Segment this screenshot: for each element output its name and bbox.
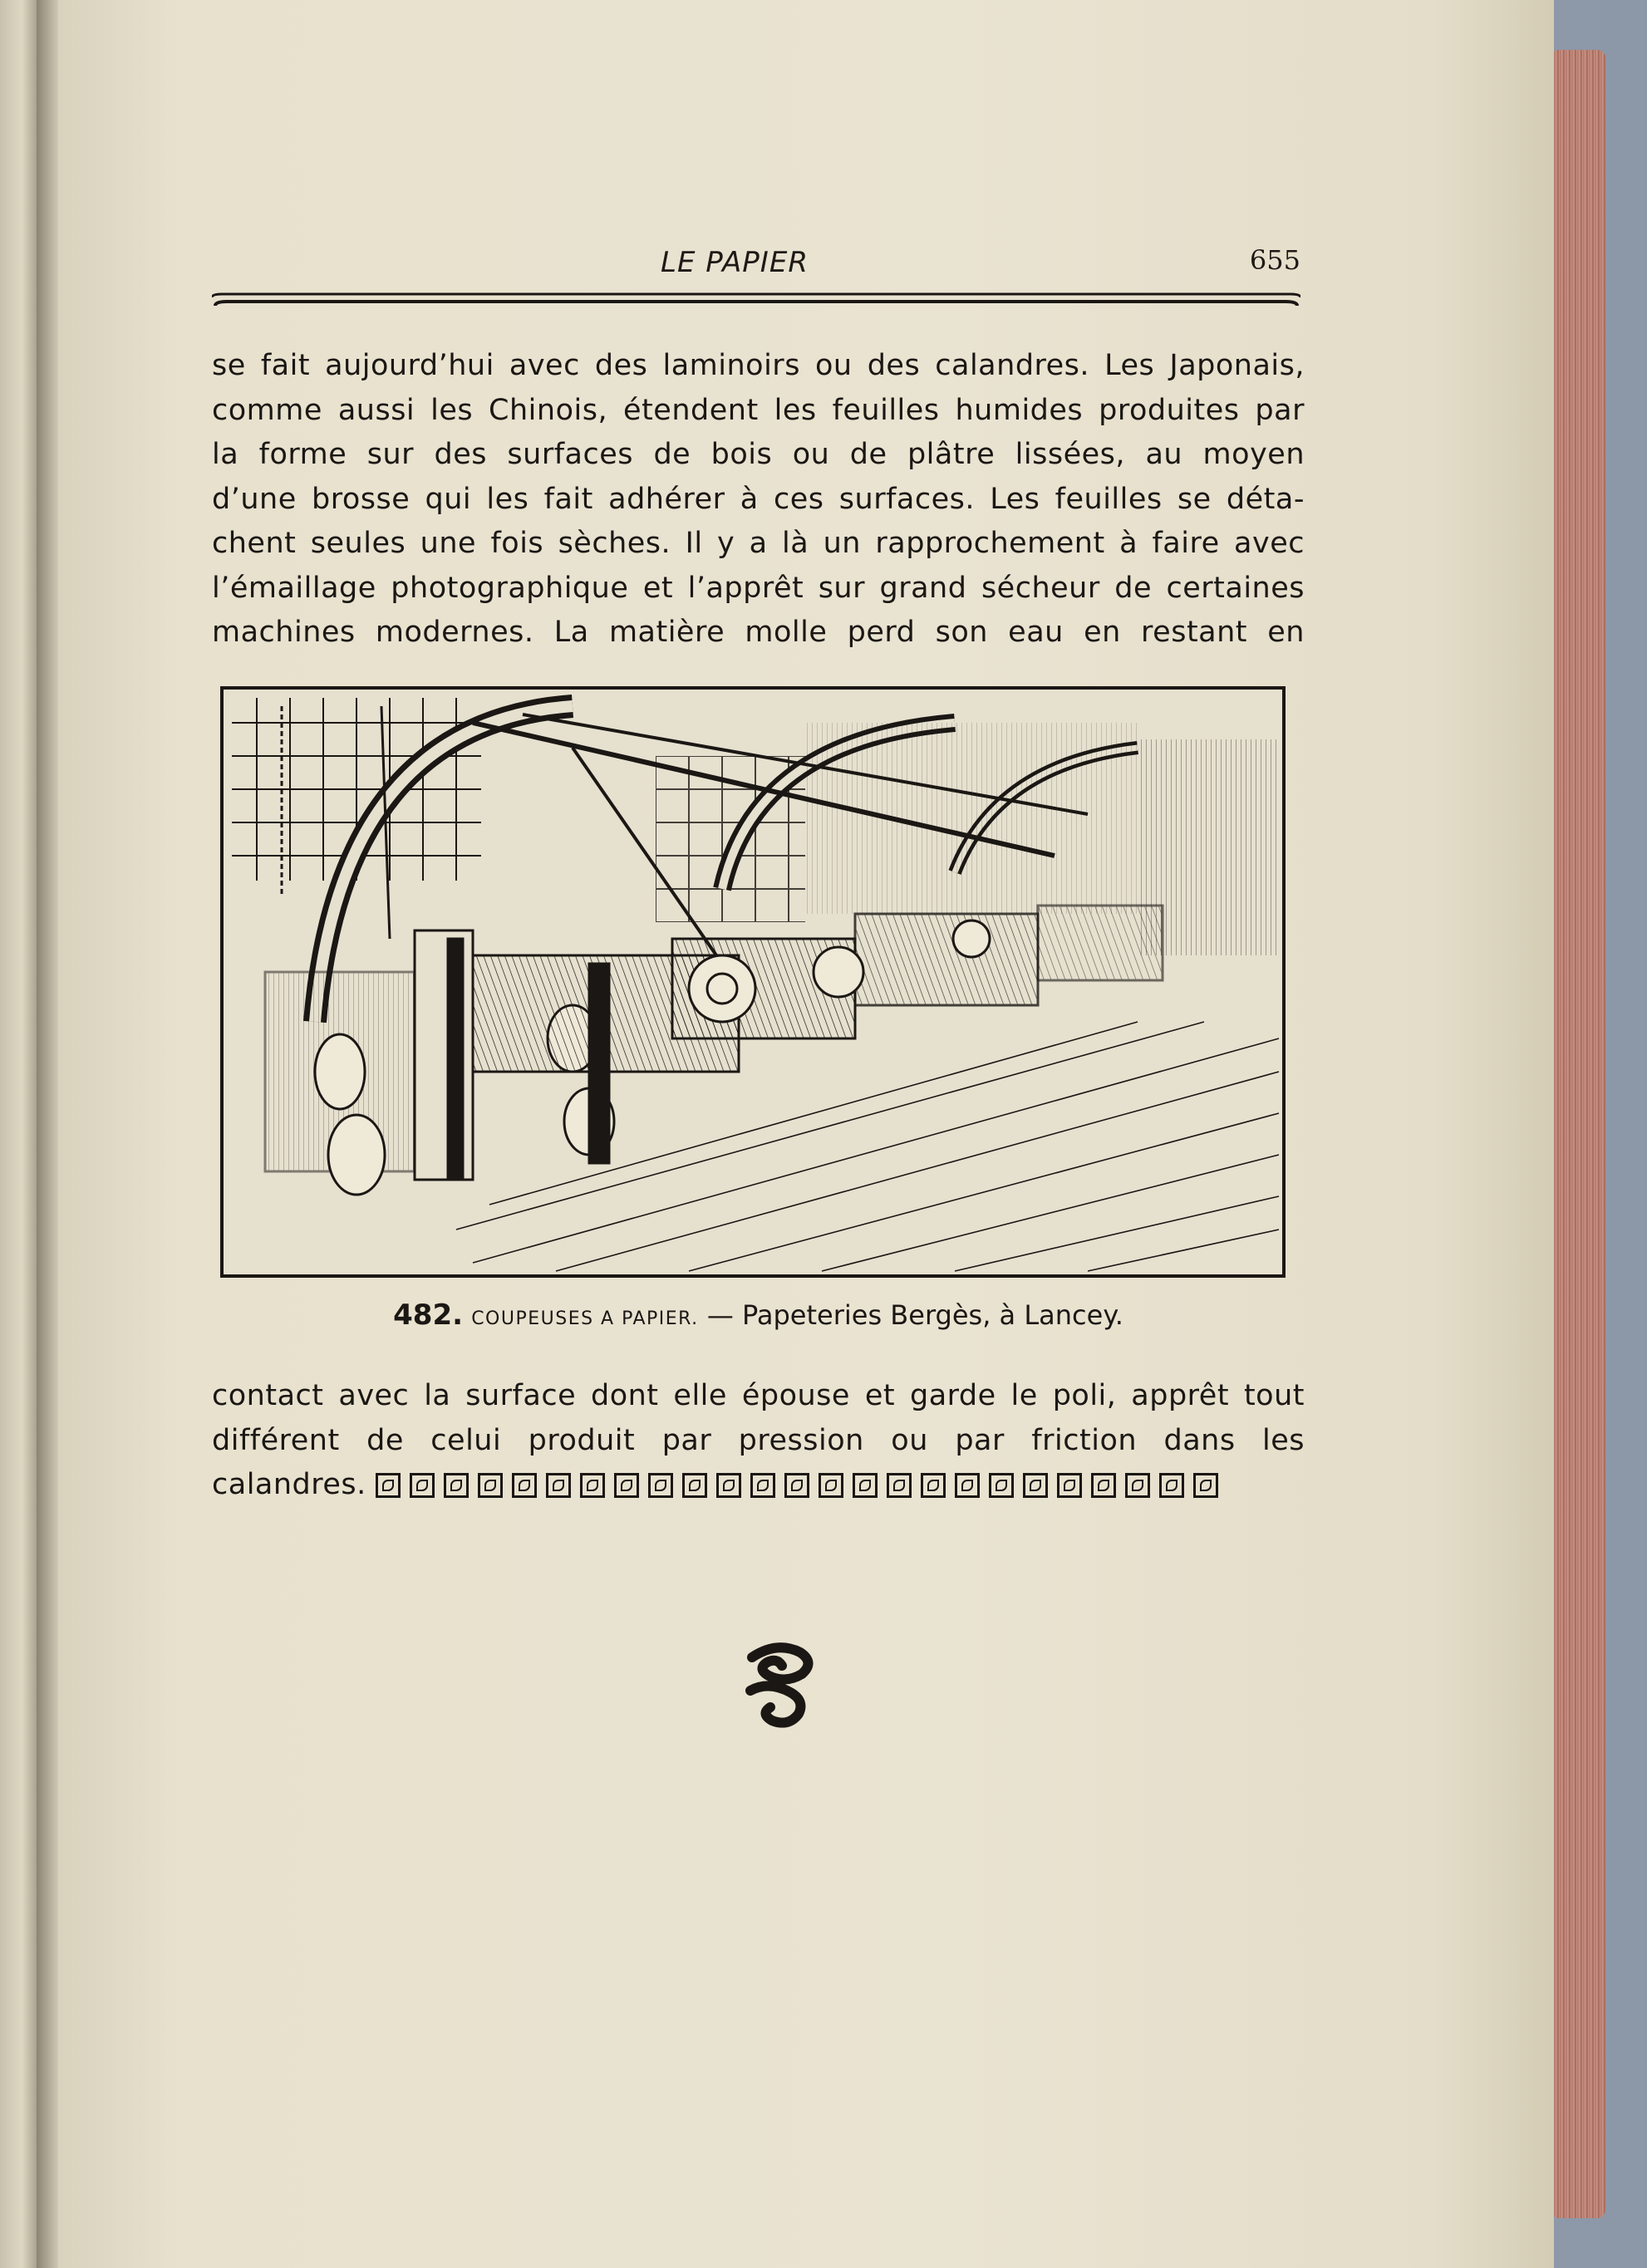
figure-credit: Papeteries Bergès, à Lancey. xyxy=(742,1299,1123,1331)
text-line: comme aussi les Chinois, étendent les feuilles humides produites par xyxy=(212,393,1305,427)
ornament-square-icon xyxy=(512,1473,537,1498)
ornament-square-icon xyxy=(989,1473,1014,1498)
gutter xyxy=(37,0,58,2268)
ornament-square-icon xyxy=(887,1473,912,1498)
ornament-square-icon xyxy=(1057,1473,1082,1498)
ornament-square-icon xyxy=(444,1473,469,1498)
ornament-square-icon xyxy=(648,1473,673,1498)
header-rule xyxy=(212,292,1300,311)
paragraph-top xyxy=(212,344,1305,655)
page-number: 655 xyxy=(1249,244,1300,276)
ornament-square-icon xyxy=(1193,1473,1218,1498)
ornament-square-icon xyxy=(784,1473,809,1498)
ornament-square-icon xyxy=(1159,1473,1184,1498)
page-edges xyxy=(1554,50,1605,2218)
ornament-square-icon xyxy=(750,1473,775,1498)
text-line: machines modernes. La matière molle perd son eau en restant en xyxy=(212,616,1305,649)
tailpiece-ornament-icon xyxy=(735,1641,819,1732)
ornament-square-icon xyxy=(819,1473,843,1498)
ornament-square-icon xyxy=(1023,1473,1048,1498)
running-title: LE PAPIER xyxy=(661,246,809,279)
running-header xyxy=(212,241,1300,282)
ornament-square-icon xyxy=(546,1473,571,1498)
figure-caption xyxy=(212,1298,1305,1332)
figure-illustration xyxy=(220,686,1286,1278)
text-line: d’une brosse qui les fait adhérer à ces surfaces. Les feuilles se déta- xyxy=(212,482,1305,516)
ornament-square-icon xyxy=(716,1473,741,1498)
ornament-square-icon xyxy=(614,1473,639,1498)
ornament-square-icon xyxy=(478,1473,503,1498)
text-line: chent seules une fois sèches. Il y a là un rapprochement à faire avec xyxy=(212,527,1305,560)
ornament-square-icon xyxy=(376,1473,401,1498)
ornament-square-icon xyxy=(580,1473,605,1498)
ornament-band xyxy=(376,1463,1227,1508)
paragraph-bottom xyxy=(212,1374,1305,1508)
facing-page-edge xyxy=(0,0,37,2268)
text-line: la forme sur des surfaces de bois ou de plâtre lissées, au moyen xyxy=(212,438,1305,471)
text-line: différent de celui produit par pression ou par friction dans les xyxy=(212,1423,1305,1457)
text-line: l’émaillage photographique et l’apprêt sur grand sécheur de certaines xyxy=(212,571,1305,605)
ornament-square-icon xyxy=(921,1473,946,1498)
ornament-square-icon xyxy=(682,1473,707,1498)
caption-separator: — xyxy=(698,1299,743,1331)
ornament-square-icon xyxy=(955,1473,980,1498)
figure-title: COUPEUSES A PAPIER. xyxy=(471,1308,699,1329)
text-line: se fait aujourd’hui avec des laminoirs ou des calandres. Les Japonais, xyxy=(212,349,1305,382)
ornament-square-icon xyxy=(853,1473,878,1498)
paper-cutting-machines-engraving xyxy=(224,690,1282,1274)
paragraph-last-line: calandres. xyxy=(212,1468,366,1501)
figure-number: 482. xyxy=(393,1298,464,1332)
ornament-square-icon xyxy=(1125,1473,1150,1498)
text-line: contact avec la surface dont elle épouse et garde le poli, apprêt tout xyxy=(212,1379,1305,1412)
ornament-square-icon xyxy=(1091,1473,1116,1498)
ornament-square-icon xyxy=(410,1473,435,1498)
